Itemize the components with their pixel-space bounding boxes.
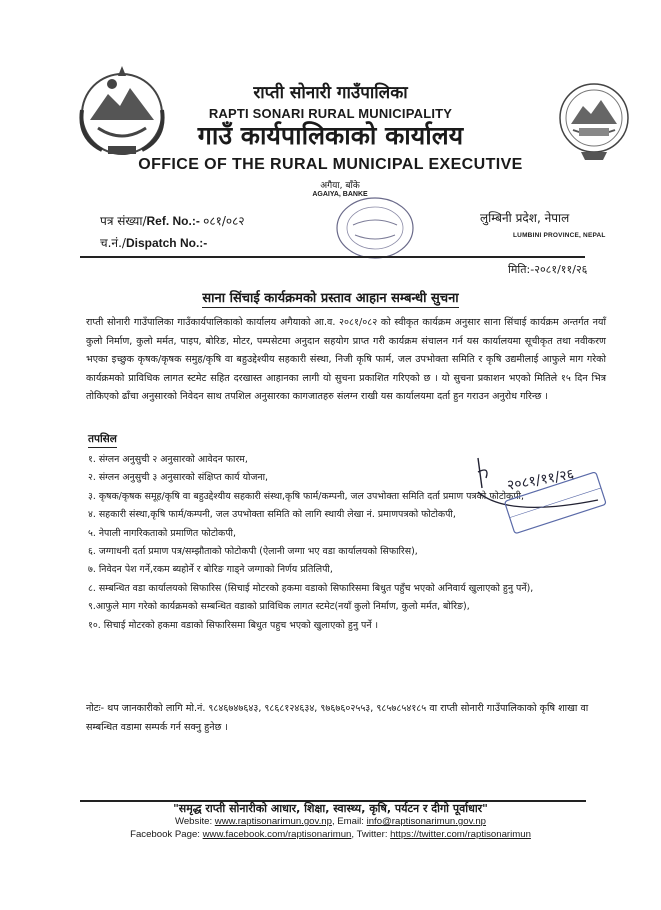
email-label: , Email: (331, 816, 367, 827)
office-name-np: गाउँ कार्यपालिकाको कार्यालय (197, 121, 464, 150)
list-item: ६. जग्गाधनी दर्ता प्रमाण पत्र/सम्झौताको फोटोकपी (ऐलानी जग्गा भए वडा कार्यालयको सिफारिस), (88, 545, 418, 557)
footer-slogan: "समृद्ध राप्ती सोनारीको आधार, शिक्षा, स्वास्थ्य, कृषि, पर्यटन र दीगो पूर्वाधार" (173, 802, 488, 815)
municipality-name-en: RAPTI SONARI RURAL MUNICIPALITY (208, 106, 453, 121)
footer-social-line (0, 829, 661, 840)
email-link[interactable]: info@raptisonarimun.gov.np (366, 816, 487, 827)
list-item: १०. सिचाई मोटरको हकमा वडाको सिफारिसमा बिधुत पहुच भएको खुलाएको हुनु पर्ने । (88, 619, 379, 631)
ref-value: ०८१/०८२ (203, 214, 245, 228)
facebook-label: Facebook Page: (130, 829, 203, 840)
header-divider (80, 256, 585, 258)
subject-text: साना सिंचाई कार्यक्रमको प्रस्ताव आहान सम्बन्धी सुचना (202, 291, 459, 306)
dispatch-number-line (100, 234, 207, 251)
body-paragraph: राप्ती सोनारी गाउँपालिका गाउँकार्यपालिकाको कार्यालय अगैयाको आ.व. २०८१/०८२ को स्वीकृत कार्यक्रम अनुसार साना सिंचाई कार्यक्रम अन्तर्गत नयाँ कुलो निर्माण, कुलो मर्मत, पाइप, बोरिङ, मोटर, पम्पसेटमा अनुदान सहयोग प्राप्त गरी कार्यक्रम संचालन गर्न यस कार्यालयमा सूचीकृत तथा नवीकरण भएका इच्छुक कृषक/कृषक समुह/कृषि वा बहुउद्देश्यीय सहकारी संस्था, निजी कृषि फार्म, जल उपभोक्ता समिति र कृषि उद्यमीलाई आफुले माग गरेको कार्यक्रमको प्राविधिक लागत स्टमेट सहित दरखास्त आहानका लागी यो सुचना प्रकाशित गरिएको छ । यो सुचना प्रकाशन भएको मितिले १५ दिन भित्र तोकिएको ढाँचा अनुसारको निवेदन साथ तपशिल अनुसारका कागजातहरु संलग्न राखी यस कार्यालयमा दर्ता हुन गराउन अनुरोध गरिन्छ । (86, 317, 606, 403)
location-np: अगैया, बाँके (320, 181, 360, 191)
list-item: २. संग्लन अनुसुची ३ अनुसारको संक्षिप्त कार्य योजना, (88, 472, 269, 484)
province-np: लुम्बिनी प्रदेश, नेपाल (480, 211, 570, 225)
list-item: १. संग्लन अनुसुची २ अनुसारको आवेदन फारम, (88, 454, 248, 465)
website-label: Website: (174, 816, 215, 827)
list-item: ४. सहकारी संस्था,कृषि फार्म/कम्पनी, जल उपभोक्ता समिति को लागि स्थायी लेखा नं. प्रमाणपत्रको फोटोकपी, (88, 509, 456, 521)
twitter-link[interactable]: https://twitter.com/raptisonarimun (390, 829, 531, 840)
subject-heading (0, 288, 661, 306)
officer-stamp (500, 472, 610, 538)
list-item: ८. सम्बन्धित वडा कार्यालयको सिफारिस (सिचाई मोटरको हकमा वडाको सिफारिसमा बिधुत पहुँच भएको अनिवार्य खुलाएको हुनु पर्ने), (88, 582, 534, 594)
dispatch-label-np: च.नं./ (100, 236, 126, 250)
website-link[interactable]: www.raptisonarimun.gov.np (214, 816, 332, 827)
list-item: ५. नेपाली नागरिकताको प्रमाणित फोटोकपी, (88, 527, 236, 539)
twitter-label: , Twitter: (351, 829, 391, 840)
ref-number-line (100, 212, 245, 229)
location-en: AGAIYA, BANKE (312, 191, 368, 198)
note-paragraph: नोटः- थप जानकारीको लागि मो.नं. ९८४६७४७६४३, ९८६८१२४६३४, ९७६७६०२५५३, ९८५७८५४१८५ वा राप्ती सोनारी गाउँपालिकाको कृषि शाखा वा सम्बन्धित वडामा सम्पर्क गर्न सक्नु हुनेछ । (86, 703, 589, 733)
province-en: LUMBINI PROVINCE, NEPAL (513, 232, 606, 239)
list-item: ३. कृषक/कृषक समूह/कृषि वा बहुउद्देश्यीय सहकारी संस्था,कृषि फार्म/कम्पनी, जल उपभोक्ता समिति दर्ता प्रमाण पत्रको फोटोकपी, (88, 490, 524, 502)
signature-date: २०८१/११/२६ (505, 466, 576, 494)
ref-label-en: Ref. No.:- (146, 214, 200, 228)
municipality-name-np: राप्ती सोनारी गाउँपालिका (253, 83, 408, 103)
dispatch-label-en: Dispatch No.:- (125, 236, 208, 250)
tapsil-heading: तपसिल (88, 432, 117, 448)
ref-label-np: पत्र संख्या/ (100, 214, 147, 228)
office-name-en: OFFICE OF THE RURAL MUNICIPAL EXECUTIVE (138, 156, 523, 173)
facebook-link[interactable]: www.facebook.com/raptisonarimun (202, 829, 352, 840)
letter-date: मिति:-२०८१/११/२६ (508, 263, 588, 276)
office-stamp (333, 193, 417, 263)
list-item: ९.आफुले माग गरेको कार्यक्रमको सम्बन्धित वडाको प्राविधिक लागत स्टमेट(नयाँ कुलो निर्माण, कुलो मर्मत, बोरिङ), (88, 601, 470, 613)
list-item: ७. निवेदन पेश गर्ने,रकम ब्यहोर्ने र बोरिङ गाड्ने जग्गाको निर्णय प्रतिलिपी, (88, 564, 333, 576)
footer-contact-line (0, 816, 661, 827)
